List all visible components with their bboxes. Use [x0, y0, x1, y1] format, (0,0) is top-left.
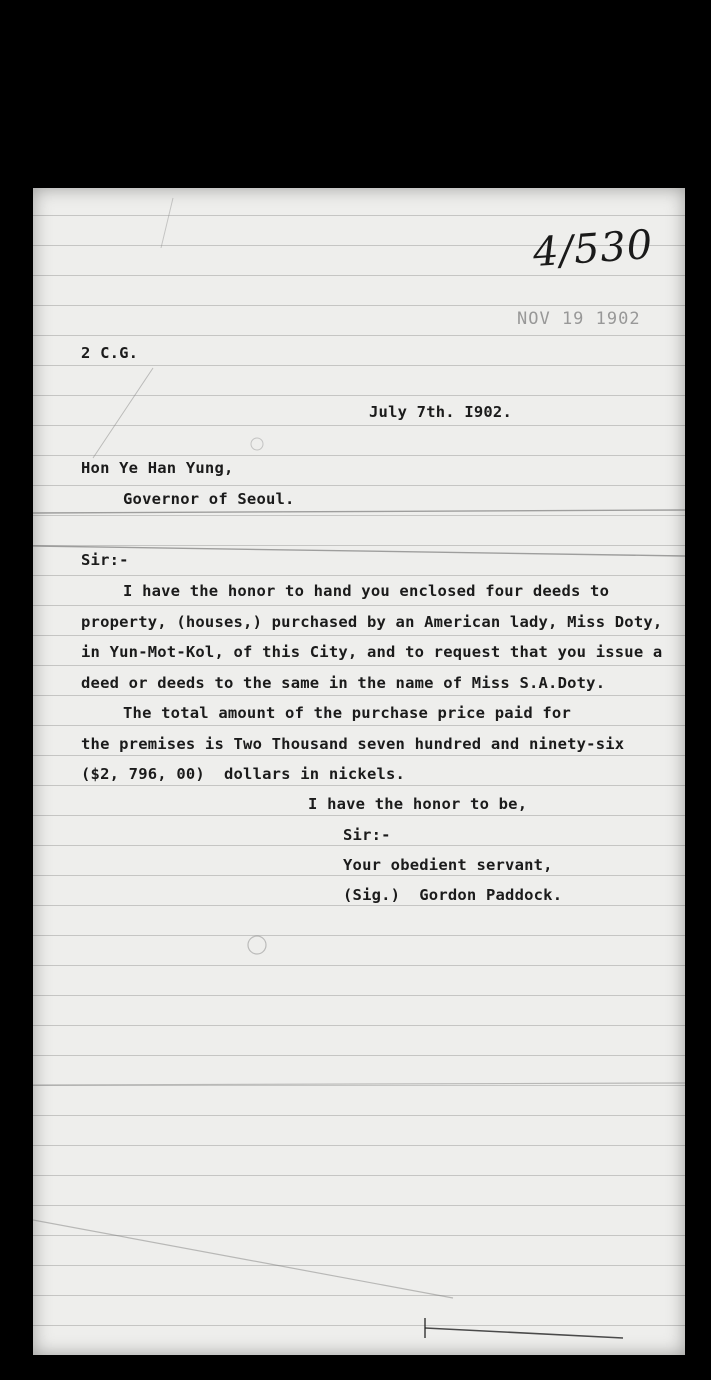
addressee-title: Governor of Seoul. — [123, 490, 295, 508]
body-line: deed or deeds to the same in the name of Miss S.A.Doty. — [81, 674, 606, 692]
reference-code: 2 C.G. — [81, 344, 139, 362]
salutation: Sir:- — [81, 551, 129, 569]
letter-date: July 7th. I902. — [369, 403, 512, 421]
closing-line: Your obedient servant, — [343, 856, 553, 874]
body-line: I have the honor to hand you enclosed four deeds to — [123, 582, 610, 600]
body-line: in Yun-Mot-Kol, of this City, and to request that you issue a — [81, 643, 663, 661]
addressee-name: Hon Ye Han Yung, — [81, 459, 234, 477]
closing-line: Sir:- — [343, 826, 391, 844]
body-line: ($2, 796, 00) dollars in nickels. — [81, 765, 406, 783]
file-number-annotation: 4/530 — [531, 221, 655, 277]
letter-sheet — [33, 188, 685, 1355]
body-line: the premises is Two Thousand seven hundred and ninety-six — [81, 735, 625, 753]
body-line: The total amount of the purchase price paid for — [123, 704, 571, 722]
body-line: property, (houses,) purchased by an American lady, Miss Doty, — [81, 613, 663, 631]
closing-line: I have the honor to be, — [308, 795, 528, 813]
signature-line: (Sig.) Gordon Paddock. — [343, 886, 563, 904]
received-date-stamp: NOV 19 1902 — [517, 309, 641, 329]
